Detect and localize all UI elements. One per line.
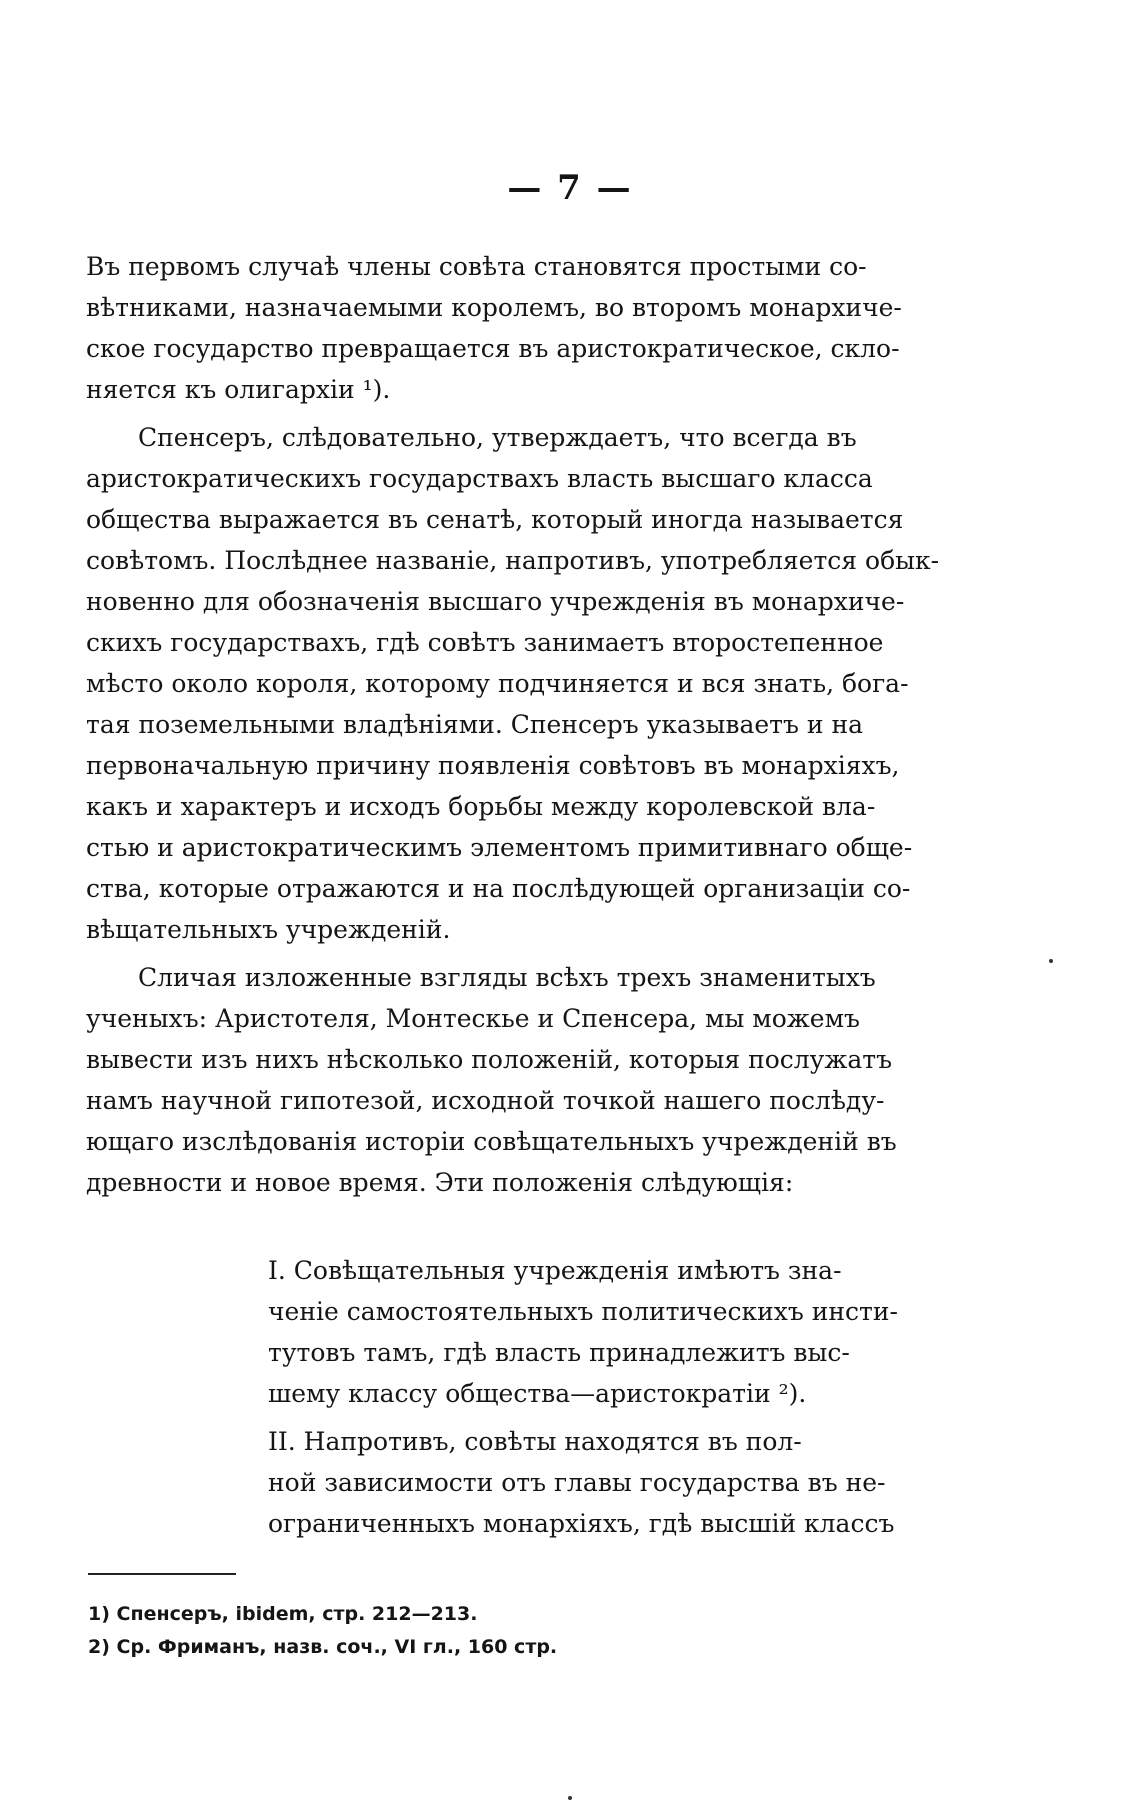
text-line: шему классу общества—аристократіи ²). (268, 1379, 807, 1408)
text-line: ограниченныхъ монархіяхъ, гдѣ высшій классъ (268, 1509, 895, 1538)
text-line: какъ и характеръ и исходъ борьбы между королевской вла- (86, 792, 876, 821)
text-line: тая поземельными владѣніями. Спенсеръ указываетъ и на (86, 710, 864, 739)
text-line: ченіе самостоятельныхъ политическихъ инсти- (268, 1297, 898, 1326)
scan-speck (1049, 959, 1053, 963)
proposition-2 (268, 1421, 895, 1544)
footnote-1: 1) Спенсеръ, ibidem, стр. 212—213. (88, 1603, 478, 1625)
text-line: II. Напротивъ, совѣты находятся въ пол- (268, 1427, 802, 1456)
text-line: стью и аристократическимъ элементомъ примитивнаго обще- (86, 833, 913, 862)
footnote-divider (88, 1573, 236, 1575)
numbered-propositions (268, 1250, 898, 1544)
proposition-1 (268, 1250, 898, 1414)
text-line: ское государство превращается въ аристократическое, скло- (86, 334, 900, 363)
text-line: намъ научной гипотезой, исходной точкой нашего послѣду- (86, 1086, 885, 1115)
text-line: совѣтомъ. Послѣднее названіе, напротивъ, употребляется обык- (86, 546, 940, 575)
main-text (86, 246, 966, 1203)
text-line: Спенсеръ, слѣдовательно, утверждаетъ, что всегда въ (138, 423, 857, 452)
text-line: скихъ государствахъ, гдѣ совѣтъ занимаетъ второстепенное (86, 628, 884, 657)
paragraph-1 (86, 246, 966, 410)
footnote-2: 2) Ср. Фриманъ, назв. соч., VI гл., 160 стр. (88, 1636, 558, 1658)
text-line: ющаго изслѣдованія исторіи совѣщательныхъ учрежденій въ (86, 1127, 897, 1156)
paragraph-2 (86, 417, 966, 950)
text-line: вѣтниками, назначаемыми королемъ, во второмъ монархиче- (86, 293, 902, 322)
text-line: ства, которые отражаются и на послѣдующей организаціи со- (86, 874, 911, 903)
text-line: новенно для обозначенія высшаго учрежденія въ монархиче- (86, 587, 905, 616)
scan-speck (568, 1796, 572, 1800)
text-line: тутовъ тамъ, гдѣ власть принадлежитъ выс- (268, 1338, 850, 1367)
paragraph-3 (86, 957, 966, 1203)
page-number: — 7 — (507, 168, 633, 208)
text-line: вѣщательныхъ учрежденій. (86, 915, 451, 944)
text-line: вывести изъ нихъ нѣсколько положеній, которыя послужатъ (86, 1045, 893, 1074)
text-line: аристократическихъ государствахъ власть высшаго класса (86, 464, 873, 493)
text-line: няется къ олигархіи ¹). (86, 375, 391, 404)
text-line: древности и новое время. Эти положенія слѣдующія: (86, 1168, 794, 1197)
text-line: I. Совѣщательныя учрежденія имѣютъ зна- (268, 1256, 842, 1285)
text-line: первоначальную причину появленія совѣтовъ въ монархіяхъ, (86, 751, 900, 780)
text-line: Сличая изложенные взгляды всѣхъ трехъ знаменитыхъ (138, 963, 876, 992)
footnotes (88, 1598, 988, 1664)
text-line: общества выражается въ сенатѣ, который иногда называется (86, 505, 904, 534)
text-line: ной зависимости отъ главы государства въ не- (268, 1468, 886, 1497)
text-line: Въ первомъ случаѣ члены совѣта становятся простыми со- (86, 252, 867, 281)
text-line: мѣсто около короля, которому подчиняется и вся знать, бога- (86, 669, 909, 698)
text-line: ученыхъ: Аристотеля, Монтескье и Спенсера, мы можемъ (86, 1004, 860, 1033)
